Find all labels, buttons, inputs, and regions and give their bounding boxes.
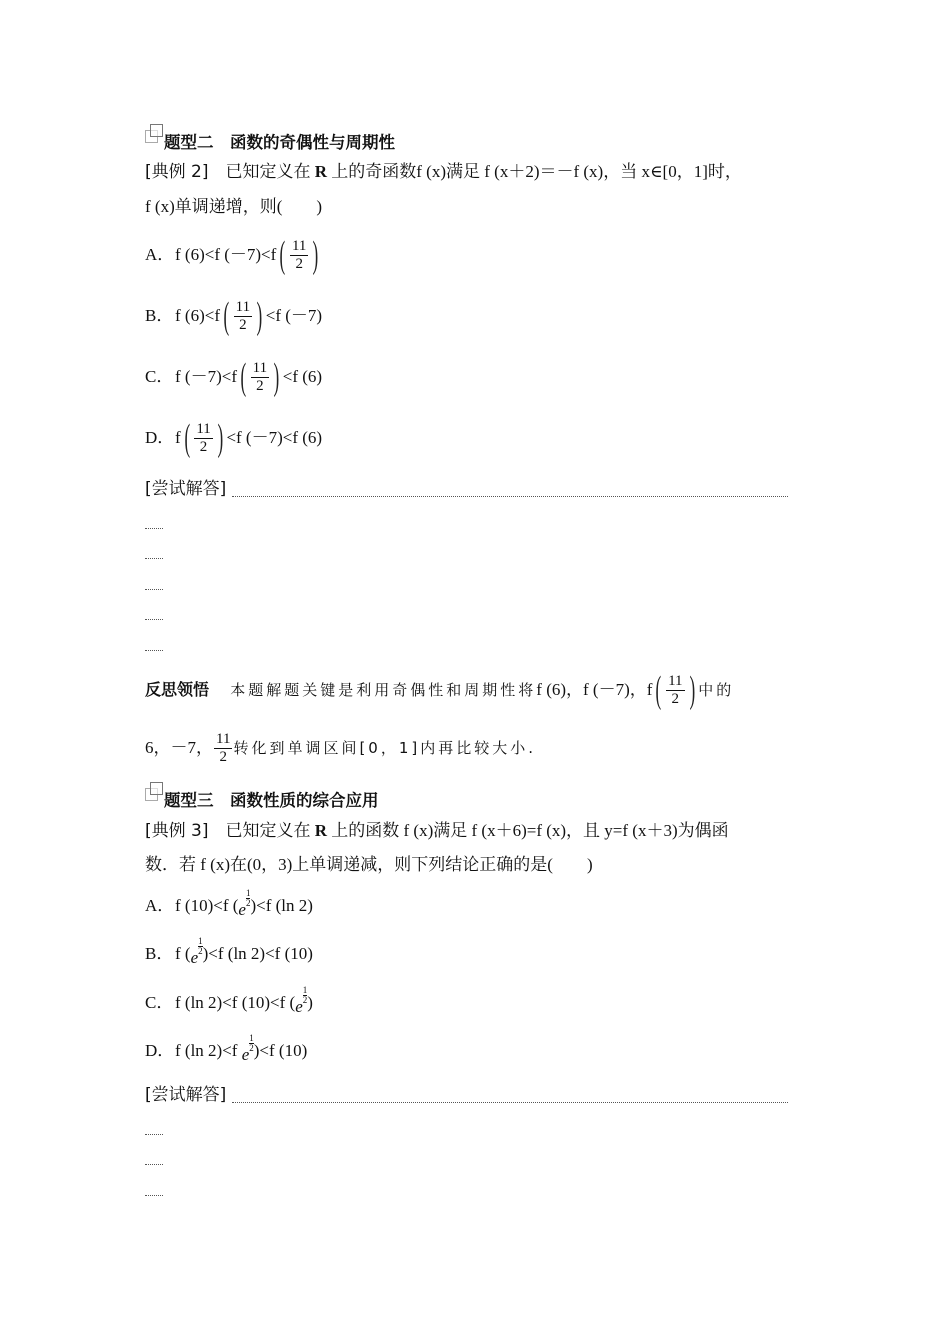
section-box-icon — [145, 124, 163, 142]
reflection-line-1: 反思领悟 本题解题关键是利用奇偶性和周期性将 f (6)，f (－7)，f ( $\frac{11}{2}$ ) 中的 — [145, 669, 735, 711]
answer-line[interactable] — [232, 1102, 788, 1103]
option-d: D． f ( $\frac{11}{2}$ ) <f (－7)<f (6) — [145, 417, 323, 459]
answer-blank-line[interactable] — [145, 528, 163, 529]
section-title-2: 题型二 函数的奇偶性与周期性 — [164, 133, 395, 152]
example-2-line-2: f (x)单调递增，则( ) — [145, 197, 323, 216]
option-c: C．f (ln 2)<f (10)<f (e $\frac{1}{2}$ ) — [145, 985, 313, 1016]
reflection-label: 反思领悟 — [145, 680, 210, 699]
example-label: [典例 3] — [145, 821, 209, 841]
fraction: $\frac{11}{2}$ — [235, 298, 251, 333]
example-2-line-1: [典例 2] 已知定义在 R 上的奇函数f (x)满足 f (x＋2)＝－f (x)，当 x∈[0，1]时， — [145, 162, 742, 182]
answer-blank-line[interactable] — [145, 650, 163, 651]
answer-blank-line[interactable] — [145, 1195, 163, 1196]
example-2-options — [145, 231, 322, 462]
answer-label-2: [尝试解答] — [145, 479, 227, 499]
fraction: $\frac{11}{2}$ — [216, 730, 231, 765]
exponent: e $\frac{1}{2}$ — [295, 985, 308, 1016]
exponent: e $\frac{1}{2}$ — [190, 936, 203, 967]
option-b: B． f (6)<f ( $\frac{11}{2}$ ) <f (－7) — [145, 295, 323, 337]
answer-blank-line[interactable] — [145, 558, 163, 559]
option-b: B．f (e $\frac{1}{2}$ )<f (ln 2)<f (10) — [145, 936, 313, 967]
answer-label-3: [尝试解答] — [145, 1085, 227, 1105]
option-c: C． f (－7)<f ( $\frac{11}{2}$ ) <f (6) — [145, 356, 323, 398]
section-box-icon — [145, 782, 163, 800]
section-title-3: 题型三 函数性质的综合应用 — [164, 791, 379, 810]
reflection-line-2: 6，－7， $\frac{11}{2}$ 转化到单调区间[0，1]内再比较大小. — [145, 730, 537, 765]
example-label: [典例 2] — [145, 162, 209, 182]
answer-blank-line[interactable] — [145, 1134, 163, 1135]
fraction: $\frac{11}{2}$ — [196, 420, 211, 455]
exponent: e $\frac{1}{2}$ — [238, 888, 251, 919]
option-a: A． f (6)<f (－7)<f ( $\frac{11}{2}$ ) — [145, 234, 319, 276]
answer-line[interactable] — [232, 496, 788, 497]
fraction: $\frac{11}{2}$ — [291, 237, 307, 272]
example-3-line-2: 数．若 f (x)在(0，3)上单调递减，则下列结论正确的是( ) — [145, 855, 593, 874]
example-3-line-1: [典例 3] 已知定义在 R 上的函数 f (x)满足 f (x＋6)=f (x)，且 y=f (x＋3)为偶函 — [145, 821, 729, 841]
exponent: e $\frac{1}{2}$ — [241, 1033, 254, 1064]
option-d: D．f (ln 2)<f e $\frac{1}{2}$ )<f (10) — [145, 1033, 308, 1064]
answer-blank-line[interactable] — [145, 1164, 163, 1165]
fraction: $\frac{11}{2}$ — [252, 359, 268, 394]
option-a: A．f (10)<f (e $\frac{1}{2}$ )<f (ln 2) — [145, 888, 313, 919]
answer-blank-line[interactable] — [145, 589, 163, 590]
answer-blank-line[interactable] — [145, 619, 163, 620]
fraction: $\frac{11}{2}$ — [668, 672, 683, 707]
